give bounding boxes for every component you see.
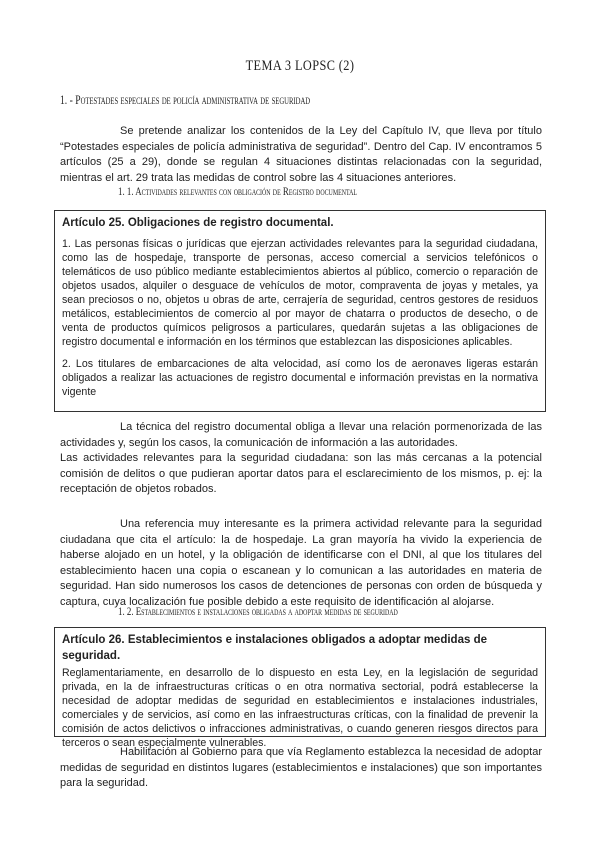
document-title: TEMA 3 LOPSC (2) xyxy=(245,58,355,74)
section-heading-1-2: 1. 2. Establecimientos e instalaciones obligadas a adoptar medidas de seguridad xyxy=(118,604,398,618)
article-25-box xyxy=(54,210,546,412)
habilitacion-paragraph: Habilitación al Gobierno para que vía Reglamento establezca la necesidad de adoptar medidas de seguridad en distintos lugares (establecimientos e instalaciones) que son importantes para la seguridad. xyxy=(60,746,542,789)
hospedaje-paragraph: Una referencia muy interesante es la primera actividad relevante para la seguridad ciudadana que cita el artículo: la de hospedaje. La gran mayoría ha vivido la experiencia de haberse alojado en un hotel, y la obligación de identificarse con el DNI, al que los titulares del establecimiento hacen una copia o escanean y lo comunican a las autoridades en materia de seguridad. Han sido numerosos los casos de detenciones de personas con orden de búsqueda y captura, cuya localización fue posible debido a este requisito de identificación al alojarse. xyxy=(60,518,542,608)
article-25-title: Artículo 25. Obligaciones de registro documental. xyxy=(62,217,334,229)
registry-technique-paragraph: La técnica del registro documental obliga a llevar una relación pormenorizada de las actividades y, según los casos, la comunicación de información a las autoridades. xyxy=(60,421,542,449)
article-26-title: Artículo 26. Establecimientos e instalaciones obligados a adoptar medidas de seguridad. xyxy=(62,634,487,662)
section-heading-1-1: 1. 1. Actividades relevantes con obligación de Registro documental xyxy=(118,184,358,198)
article-26-paragraph: Reglamentariamente, en desarrollo de lo dispuesto en esta Ley, en la legislación de seguridad privada, en la de infraestructuras críticas o en otra normativa sectorial, podrá establecerse la necesidad de adoptar medidas de seguridad en establecimientos e instalaciones industriales, comerciales y de servicios, así como en las infraestructuras críticas, con la finalidad de prevenir la comisión de actos delictivos o infracciones administrativas, o cuando generen riesgos directos para terceros o sean especialmente vulnerables. xyxy=(62,667,538,749)
section-1-1-commentary xyxy=(60,420,542,498)
relevant-activities-paragraph: Las actividades relevantes para la seguridad ciudadana: son las más cercanas a la potencial comisión de delitos o que pudieran aportar datos para el esclarecimiento de los mismos, p. ej: la receptación de objetos robados. xyxy=(60,452,542,495)
article-26-box xyxy=(54,627,546,749)
section-1-intro: Se pretende analizar los contenidos de la Ley del Capítulo IV, que lleva por título “Potestades especiales de policía administrativa de seguridad”. Dentro del Cap. IV encontramos 5 artículos (25 a 29), donde se regulan 4 situaciones distintas relacionadas con la seguridad, mientras el art. 29 trata las medidas de control sobre las 4 situaciones anteriores. xyxy=(60,125,542,184)
article-25-paragraph-1: 1. Las personas físicas o jurídicas que ejerzan actividades relevantes para la seguridad ciudadana, como las de hospedaje, transporte de personas, acceso comercial a servicios telefónicos o telemáticos de uso público mediante establecimientos abiertos al público, comercio o reparación de objetos usados, alquiler o desguace de vehículos de motor, compraventa de joyas y metales, ya sean preciosos o no, objetos u obras de arte, cerrajería de seguridad, centros gestores de residuos metálicos, establecimientos de comercio al por mayor de chatarra o productos de desecho, o de venta de productos químicos peligrosos a particulares, quedarán sujetas a las obligaciones de registro documental e información en los términos que establezcan las disposiciones aplicables. xyxy=(62,238,538,348)
section-heading-1: 1. - Potestades especiales de policía administrativa de seguridad xyxy=(60,92,311,107)
article-25-paragraph-2: 2. Los titulares de embarcaciones de alta velocidad, así como los de aeronaves ligeras estarán obligados a realizar las actuaciones de registro documental e información previstas en la normativa vigente xyxy=(62,358,538,398)
